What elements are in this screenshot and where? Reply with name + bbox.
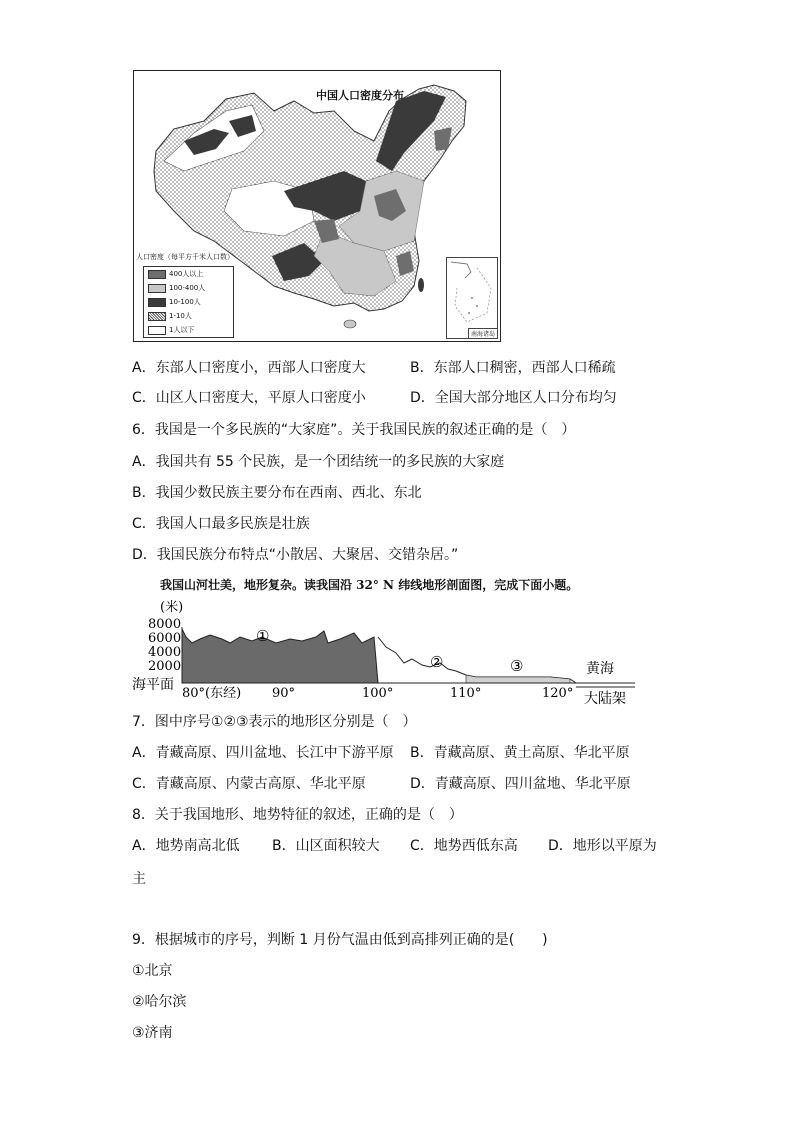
legend-label: 1人以下	[169, 326, 195, 334]
q7-option-b: B．青藏高原、黄土高原、华北平原	[410, 745, 630, 761]
x-tick: 120°	[542, 686, 574, 701]
plain-section	[466, 675, 570, 683]
label-one: ①	[256, 627, 270, 645]
y-tick: 2000	[148, 659, 182, 674]
legend-title: 人口密度（每平方千米人口数）	[136, 253, 234, 261]
legend-item	[148, 297, 201, 308]
inset-label: 南海诸岛	[468, 328, 497, 338]
sea-level-label: 海平面	[132, 677, 174, 693]
legend-label: 100-400人	[169, 284, 206, 292]
q6-option-c: C．我国人口最多民族是壮族	[132, 516, 310, 532]
legend-swatch	[148, 312, 166, 321]
y-tick: 4000	[148, 645, 182, 660]
population-density-map	[133, 70, 501, 342]
x-tick: 110°	[450, 686, 482, 701]
q5-option-c: C．山区人口密度大，平原人口密度小	[132, 390, 366, 406]
q9-item: ②哈尔滨	[132, 994, 187, 1010]
q9-item: ①北京	[132, 963, 173, 979]
legend-item	[148, 325, 194, 336]
x-tick: 80°(东经)	[182, 686, 242, 701]
q8-option-c: C．地势西低东高	[410, 838, 518, 854]
q6-stem: 6．我国是一个多民族的“大家庭”。关于我国民族的叙述正确的是（ ）	[132, 422, 576, 438]
q8-stem: 8．关于我国地形、地势特征的叙述，正确的是（ ）	[132, 807, 463, 823]
legend-box	[143, 266, 234, 338]
q8-option-d: D．地形以平原为	[548, 838, 657, 854]
q7-option-a: A．青藏高原、四川盆地、长江中下游平原	[132, 745, 394, 761]
legend-label: 400人以上	[169, 270, 204, 278]
q5-option-b: B．东部人口稠密，西部人口稀疏	[410, 360, 616, 376]
legend-swatch	[148, 298, 166, 307]
legend-swatch	[148, 326, 166, 335]
q9-item: ③济南	[132, 1025, 173, 1041]
plateau-section	[182, 629, 378, 683]
inset-drawing	[447, 258, 497, 328]
x-tick: 100°	[362, 686, 394, 701]
q8-option-b: B．山区面积较大	[272, 838, 380, 854]
terrain-profile-chart	[130, 597, 640, 709]
x-tick: 90°	[272, 686, 296, 701]
q9-stem: 9．根据城市的序号，判断 1 月份气温由低到高排列正确的是( )	[132, 932, 548, 948]
south-china-sea-inset	[446, 257, 498, 339]
label-two: ②	[430, 653, 444, 671]
profile-intro: 我国山河壮美，地形复杂。读我国沿 32° N 纬线地形剖面图，完成下面小题。	[160, 578, 579, 592]
terrain-line	[378, 637, 576, 683]
legend-item	[148, 311, 192, 322]
q6-option-b: B．我国少数民族主要分布在西南、西北、东北	[132, 485, 422, 501]
y-tick: 6000	[148, 631, 182, 646]
legend-item	[148, 269, 203, 280]
map-legend	[136, 252, 234, 339]
shelf-label: 大陆架	[584, 691, 626, 707]
y-tick: 8000	[148, 617, 182, 632]
legend-swatch	[148, 270, 166, 279]
legend-label: 1-10人	[169, 312, 192, 320]
q6-option-d: D．我国民族分布特点“小散居、大聚居、交错杂居。”	[132, 547, 459, 563]
q5-option-a: A．东部人口密度小，西部人口密度大	[132, 360, 366, 376]
label-three: ③	[510, 657, 524, 675]
legend-swatch	[148, 284, 166, 293]
q6-option-a: A．我国共有 55 个民族，是一个团结统一的多民族的大家庭	[132, 454, 505, 470]
legend-label: 10-100人	[169, 298, 201, 306]
sea-label: 黄海	[586, 661, 614, 677]
y-unit: (米)	[160, 600, 184, 615]
legend-item	[148, 283, 205, 294]
map-title: 中国人口密度分布	[316, 89, 404, 102]
q8-option-a: A．地势南高北低	[132, 838, 240, 854]
q7-stem: 7．图中序号①②③表示的地形区分别是（ ）	[132, 714, 417, 730]
q7-option-c: C．青藏高原、内蒙古高原、华北平原	[132, 776, 366, 792]
q8-option-d-wrap: 主	[132, 871, 146, 887]
q5-option-d: D．全国大部分地区人口分布均匀	[410, 390, 617, 406]
q7-option-d: D．青藏高原、四川盆地、华北平原	[410, 776, 631, 792]
